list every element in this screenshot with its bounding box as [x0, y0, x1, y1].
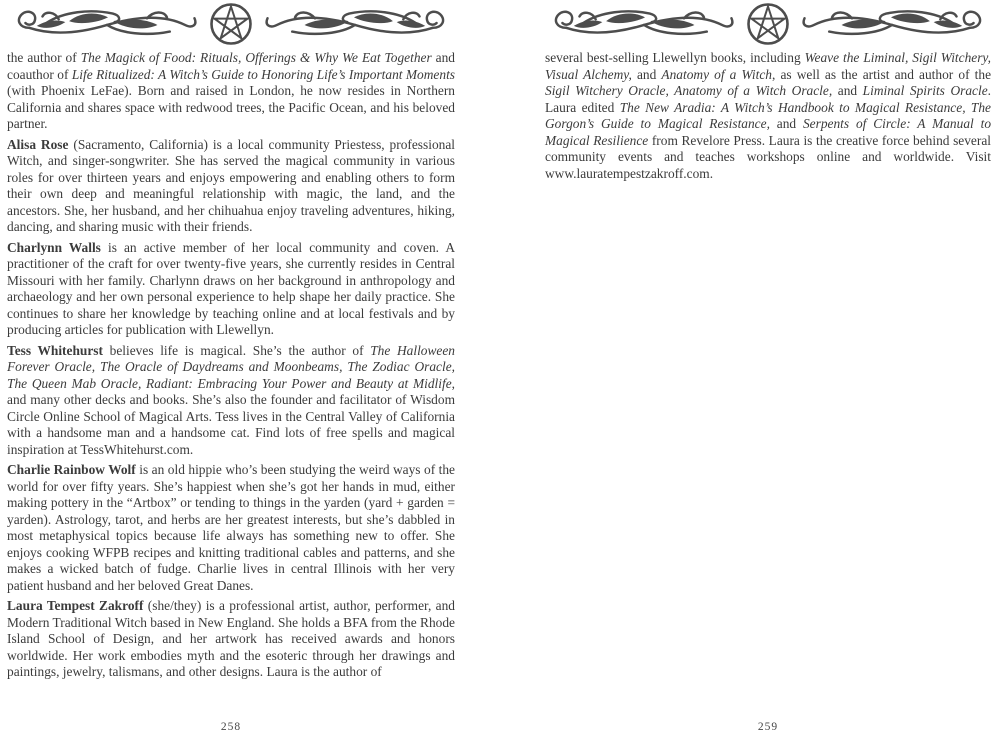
bio-paragraph: Charlie Rainbow Wolf is an old hippie who’s been studying the weird ways of the world for over fifty years. She’s happiest when she’s got her hands in mud, either making pottery in the “Artbox” or tending to things in the yarden (yard + garden = yarden). Astrology, tarot, and herbs are her greatest interests, but she’s dabbled in most metaphysical topics because life always has something new to offer. She enjoys cooking WFPB recipes and knitting traditional cables and patterns, and she makes a wicked batch of fudge. Charlie lives in central Illinois with her very patient husband and her beloved Great Danes.: [7, 462, 455, 593]
contributor-bios-column: [7, 50, 455, 681]
contributor-bios-column: [545, 50, 991, 182]
book-page-left: [7, 0, 455, 744]
page-number: 259: [757, 721, 779, 733]
flourish-right-icon: [258, 6, 448, 42]
bio-paragraph: Laura Tempest Zakroff (she/they) is a professional artist, author, performer, and Modern Traditional Witch based in New England. She holds a BFA from the Rhode Island School of Design, and her artwork has received awards and honors worldwide. Her work embodies myth and the esoteric through her drawings and paintings, jewelry, talismans, and other designs. Laura is the author of: [7, 598, 455, 679]
bio-paragraph: Charlynn Walls is an active member of her local community and coven. A practitioner of the craft for over twenty-five years, she currently resides in Central Missouri with her family. Charlynn draws on her background in anthropology and archaeology and her own personal experience to help shape her daily practice. She continues to share her knowledge by teaching online and at local festivals and by producing articles for publication with Llewellyn.: [7, 239, 456, 337]
flourish-left-icon: [551, 6, 741, 42]
bio-paragraph: several best-selling Llewellyn books, including Weave the Liminal, Sigil Witchery, Visual Alchemy, and Anatomy of a Witch, as well as the artist and author of the Sigil Witchery Oracle, Anatomy of a Witch Oracle, and Liminal Spirits Oracle. Laura edited The New Aradia: A Witch’s Handbook to Magical Resistance, The Gorgon’s Guide to Magical Resistance, and Serpents of Circle: A Manual to Magical Resilience from Revelore Press. Laura is the creative force behind several community events and teaches workshops online and worldwide. Visit www.lauratempestzakroff.com.: [545, 50, 992, 181]
flourish-right-icon: [795, 6, 985, 42]
book-page-right: [545, 0, 991, 744]
header-ornament: [7, 0, 455, 45]
flourish-left-icon: [14, 6, 204, 42]
pentagram-icon: [208, 1, 254, 47]
page-number: 258: [220, 721, 242, 733]
pentagram-icon: [745, 1, 791, 47]
bio-paragraph: Tess Whitehurst believes life is magical. She’s the author of The Halloween Forever Oracle, The Oracle of Daydreams and Moonbeams, The Zodiac Oracle, The Queen Mab Oracle, Radiant: Embracing Your Power and Beauty at Midlife, and many other decks and books. She’s also the founder and facilitator of Wisdom Circle Online School of Magical Arts. Tess lives in the Central Valley of California with a handsome man and a handsome cat. Find lots of free spells and magical inspiration at TessWhitehurst.com.: [7, 342, 455, 457]
bio-paragraph: the author of The Magick of Food: Rituals, Offerings & Why We Eat Together and coauthor of Life Ritualized: A Witch’s Guide to Honoring Life’s Important Moments (with Phoenix LeFae). Born and raised in London, he now resides in Northern California and shares space with redwood trees, the Pacific Ocean, and his beloved partner.: [7, 50, 455, 131]
header-ornament: [545, 0, 991, 45]
bio-paragraph: Alisa Rose (Sacramento, California) is a local community Priestess, professional Witch, and singer-songwriter. She has served the magical community in various roles for over thirteen years and enjoys empowering and enabling others to form their own deep and meaningful relationship with magic, the land, and the ancestors. She, her husband, and her chihuahua enjoy traveling adventures, hiking, dancing, and sharing music with their friends.: [7, 136, 455, 234]
